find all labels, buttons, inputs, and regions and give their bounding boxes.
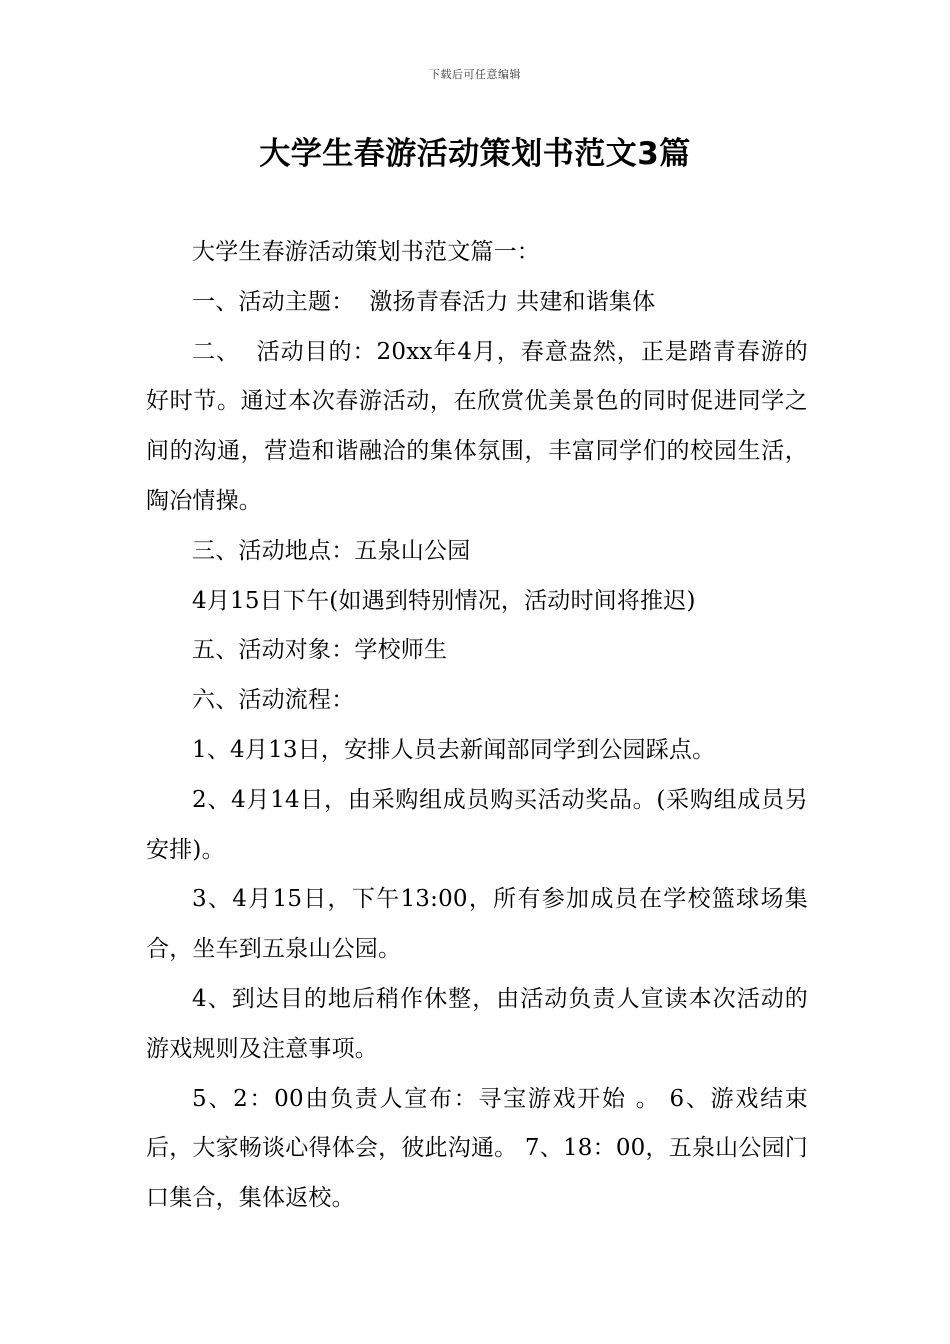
paragraph-step-1: 1、4月13日，安排人员去新闻部同学到公园踩点。 <box>192 736 716 763</box>
paragraph-step-5-7: 5、2：00由负责人宣布：寻宝游戏开始 。 6、游戏结束后，大家畅谈心得体会，彼此沟通。 7、18：00，五泉山公园门口集合，集体返校。 <box>146 1085 808 1212</box>
paragraph-step-3: 3、4月15日，下午13:00，所有参加成员在学校篮球场集合，坐车到五泉山公园。 <box>146 886 808 963</box>
paragraph-intro: 大学生春游活动策划书范文篇一： <box>192 239 540 265</box>
paragraph-step-4: 4、到达目的地后稍作休整，由活动负责人宣读本次活动的游戏规则及注意事项。 <box>146 985 808 1062</box>
paragraph-participants: 五、活动对象：学校师生 <box>192 637 448 664</box>
paragraph-time: 4月15日下午(如遇到特别情况，活动时间将推迟) <box>192 587 696 614</box>
paragraph-step-2: 2、4月14日，由采购组成员购买活动奖品。(采购组成员另安排)。 <box>146 786 808 863</box>
paragraph-process-heading: 六、活动流程： <box>192 687 355 714</box>
document-body <box>146 228 808 1224</box>
paragraph-location: 三、活动地点：五泉山公园 <box>192 537 471 564</box>
paragraph-theme: 一、活动主题： 激扬青春活力 共建和谐集体 <box>192 288 656 315</box>
document-title: 大学生春游活动策划书范文3篇 <box>259 136 691 172</box>
header-note: 下载后可任意编辑 <box>429 68 521 81</box>
paragraph-purpose: 二、 活动目的：20xx年4月，春意盎然，正是踏青春游的好时节。通过本次春游活动，在欣赏优美景色的同时促进同学之间的沟通，营造和谐融洽的集体氛围，丰富同学们的校园生活，陶冶情操。 <box>146 338 808 514</box>
